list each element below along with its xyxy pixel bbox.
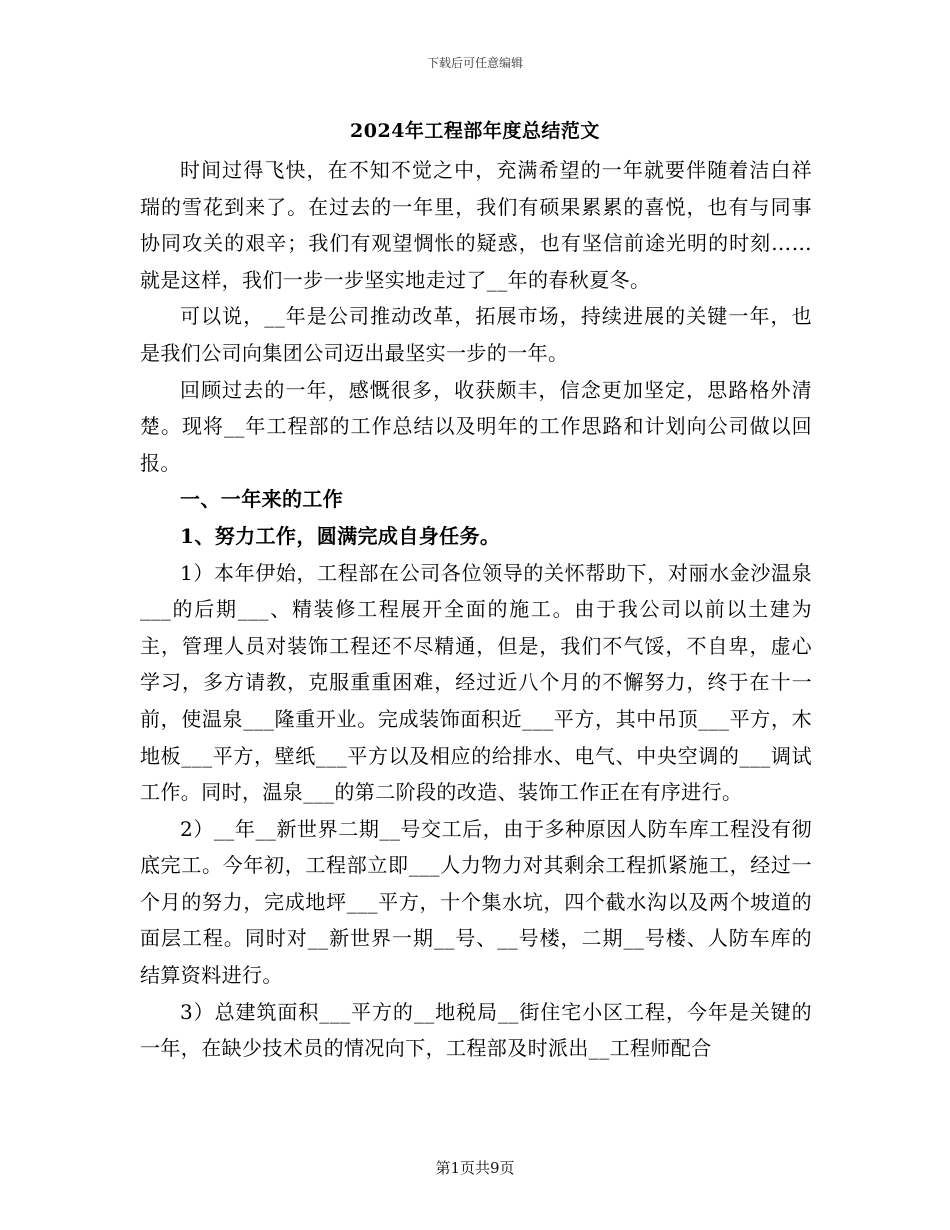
paragraph-intro: 时间过得飞快，在不知不觉之中，充满希望的一年就要伴随着洁白祥瑞的雪花到来了。在过去的一年里，我们有硕果累累的喜悦，也有与同事协同攻关的艰辛；我们有观望惆怅的疑惑，也有坚信前途光明的时刻……就是这样，我们一步一步坚实地走过了__年的春秋夏冬。 (140, 158, 812, 292)
subsection-heading: 1、努力工作，圆满完成自身任务。 (180, 523, 501, 548)
paragraph-year-summary: 可以说，__年是公司推动改革，拓展市场，持续进展的关键一年，也是我们公司向集团公司迈出最坚实一步的一年。 (140, 304, 812, 365)
document-title: 2024年工程部年度总结范文 (350, 120, 600, 142)
page-header: 下载后可任意编辑 (426, 56, 523, 70)
document-body (140, 152, 812, 1067)
paragraph-item-2: 2）__年__新世界二期__号交工后，由于多种原因人防车库工程没有彻底完工。今年初，工程部立即___人力物力对其剩余工程抓紧施工，经过一个月的努力，完成地坪___平方，十个集水坑，四个截水沟以及两个坡道的面层工程。同时对__新世界一期__号、__号楼，二期__号楼、人防车库的结算资料进行。 (140, 816, 812, 988)
paragraph-review: 回顾过去的一年，感慨很多，收获颇丰，信念更加坚定，思路格外清楚。现将__年工程部的工作总结以及明年的工作思路和计划向公司做以回报。 (140, 377, 812, 475)
page-footer: 第1页共9页 (435, 1159, 515, 1177)
paragraph-item-3: 3）总建筑面积___平方的__地税局__街住宅小区工程，今年是关键的一年，在缺少技术员的情况向下，工程部及时派出__工程师配合 (140, 999, 812, 1061)
section-heading: 一、一年来的工作 (180, 487, 344, 512)
paragraph-item-1: 1）本年伊始，工程部在公司各位领导的关怀帮助下，对丽水金沙温泉___的后期___、精装修工程展开全面的施工。由于我公司以前以土建为主，管理人员对装饰工程还不尽精通，但是，我们不气馁，不自卑，虚心学习，多方请教，克服重重困难，经过近八个月的不懈努力，终于在十一前，使温泉___隆重开业。完成装饰面积近___平方，其中吊顶___平方，木地板___平方，壁纸___平方以及相应的给排水、电气、中央空调的___调试工作。同时，温泉___的第二阶段的改造、装饰工作正在有序进行。 (140, 560, 812, 805)
